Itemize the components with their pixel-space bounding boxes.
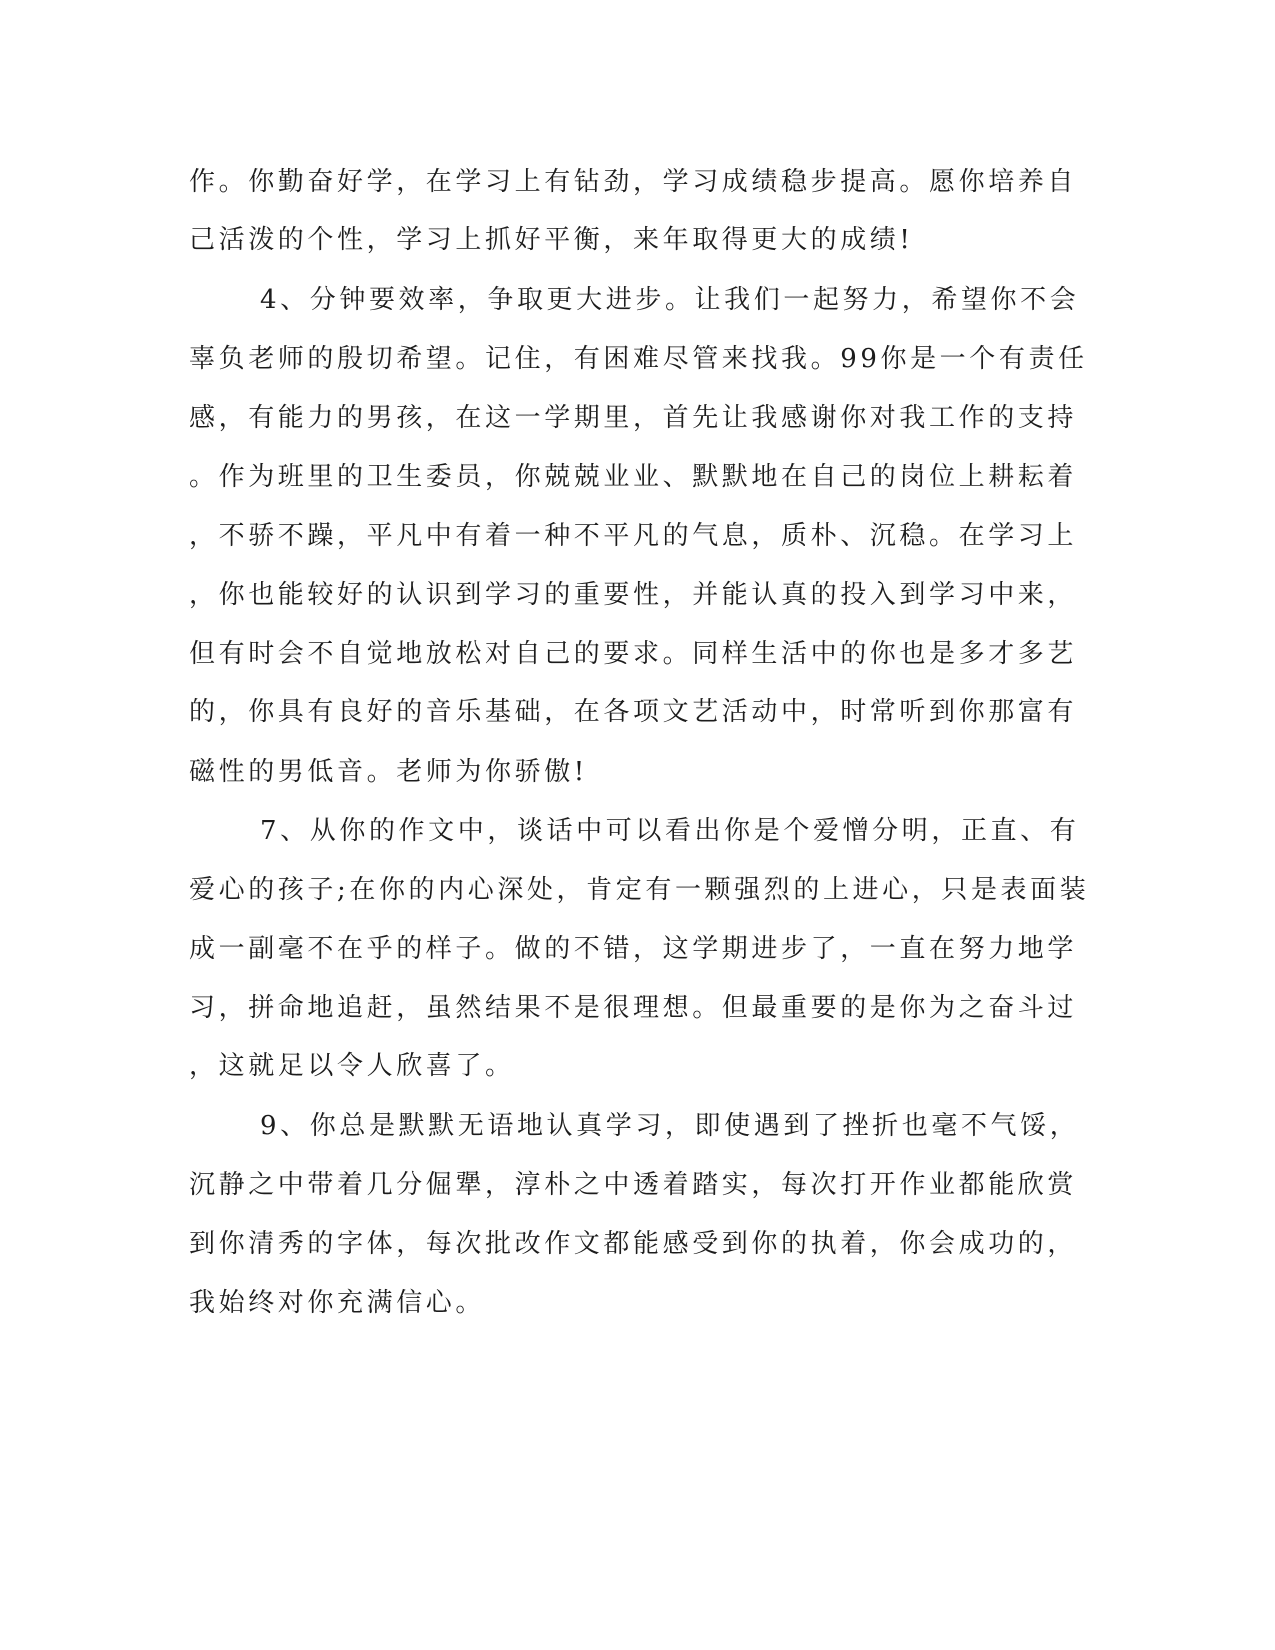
text-line: 沉静之中带着几分倔犟，淳朴之中透着踏实，每次打开作业都能欣赏 — [189, 1170, 1078, 1200]
text-line: 己活泼的个性，学习上抓好平衡，来年取得更大的成绩! — [189, 225, 914, 255]
text-line: 成一副毫不在乎的样子。做的不错，这学期进步了，一直在努力地学 — [189, 934, 1078, 964]
text-line: ，不骄不躁，平凡中有着一种不平凡的气息，质朴、沉稳。在学习上 — [189, 521, 1078, 551]
text-line: 我始终对你充满信心。 — [189, 1288, 486, 1318]
text-line: 的，你具有良好的音乐基础，在各项文艺活动中，时常听到你那富有 — [189, 697, 1078, 727]
text-line: ，你也能较好的认识到学习的重要性，并能认真的投入到学习中来， — [189, 580, 1078, 610]
text-line: 习，拼命地追赶，虽然结果不是很理想。但最重要的是你为之奋斗过 — [189, 993, 1078, 1023]
text-line: 4、分钟要效率，争取更大进步。让我们一起努力，希望你不会 — [260, 285, 1080, 315]
text-line: ，这就足以令人欣喜了。 — [189, 1051, 515, 1081]
text-line: 作。你勤奋好学，在学习上有钻劲，学习成绩稳步提高。愿你培养自 — [189, 167, 1078, 197]
text-line: 但有时会不自觉地放松对自己的要求。同样生活中的你也是多才多艺 — [189, 639, 1078, 669]
text-line: 爱心的孩子;在你的内心深处，肯定有一颗强烈的上进心，只是表面装 — [189, 875, 1090, 905]
text-line: 感，有能力的男孩，在这一学期里，首先让我感谢你对我工作的支持 — [189, 403, 1078, 433]
text-line: 7、从你的作文中，谈话中可以看出你是个爱憎分明，正直、有 — [260, 816, 1080, 846]
text-line: 磁性的男低音。老师为你骄傲! — [189, 757, 588, 787]
text-line: 辜负老师的殷切希望。记住，有困难尽管来找我。99你是一个有责任 — [189, 344, 1088, 374]
text-line: 9、你总是默默无语地认真学习，即使遇到了挫折也毫不气馁， — [260, 1111, 1080, 1141]
text-line: 。作为班里的卫生委员，你兢兢业业、默默地在自己的岗位上耕耘着 — [189, 462, 1078, 492]
text-line: 到你清秀的字体，每次批改作文都能感受到你的执着，你会成功的， — [189, 1229, 1078, 1259]
